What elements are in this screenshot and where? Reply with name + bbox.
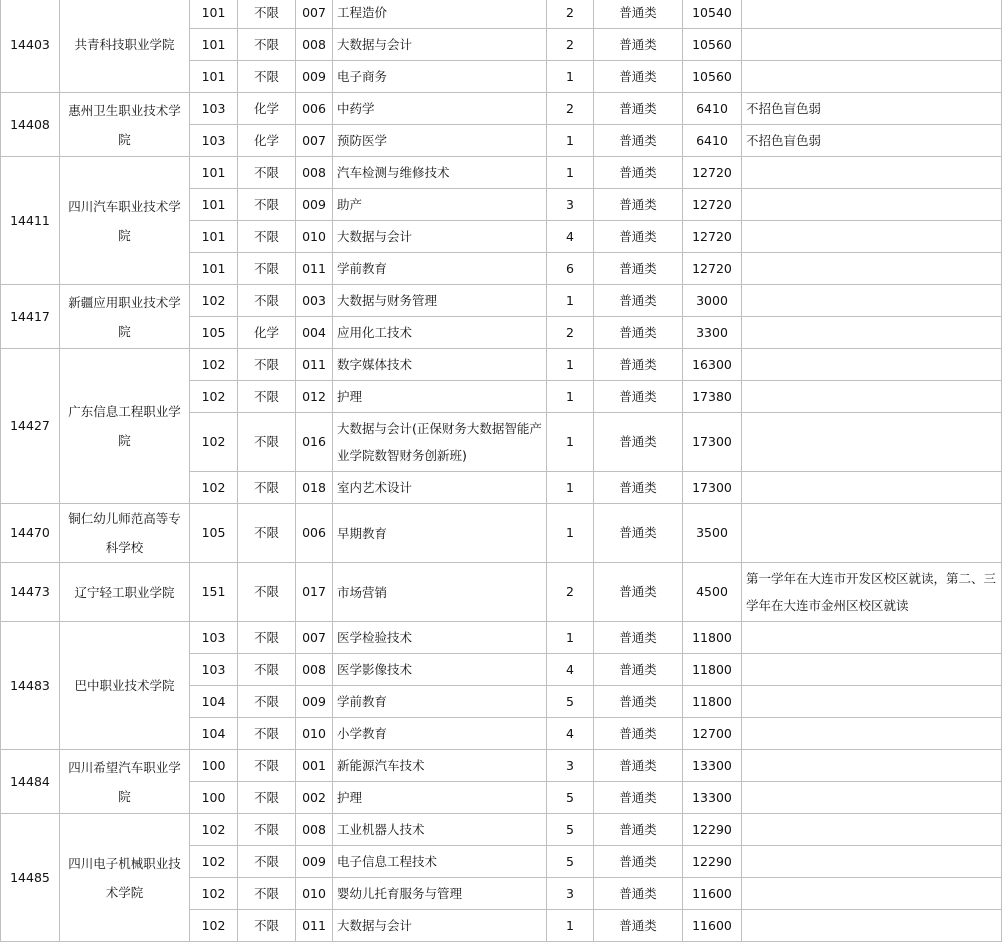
major-code-cell: 007 — [296, 0, 333, 29]
tuition-cell: 12720 — [683, 189, 742, 221]
school-code-cell: 14403 — [1, 0, 60, 93]
plan-count-cell: 4 — [547, 718, 594, 750]
note-cell — [742, 910, 1002, 942]
subject-requirement-cell: 不限 — [238, 189, 296, 221]
school-code-cell: 14485 — [1, 814, 60, 942]
subject-requirement-cell: 不限 — [238, 381, 296, 413]
plan-count-cell: 1 — [547, 472, 594, 504]
table-row — [1, 0, 1002, 29]
school-code-cell: 14408 — [1, 93, 60, 157]
table-row — [1, 814, 1002, 846]
subject-requirement-cell: 不限 — [238, 910, 296, 942]
major-code-cell: 010 — [296, 718, 333, 750]
note-cell — [742, 814, 1002, 846]
note-cell — [742, 750, 1002, 782]
tuition-cell: 12700 — [683, 718, 742, 750]
major-code-cell: 008 — [296, 29, 333, 61]
plan-count-cell: 1 — [547, 622, 594, 654]
note-cell — [742, 317, 1002, 349]
major-name-cell: 大数据与会计 — [333, 221, 547, 253]
plan-count-cell: 3 — [547, 189, 594, 221]
plan-group-cell: 102 — [190, 878, 238, 910]
school-name-cell: 共青科技职业学院 — [60, 0, 190, 93]
tuition-cell: 10540 — [683, 0, 742, 29]
major-code-cell: 011 — [296, 253, 333, 285]
category-cell: 普通类 — [594, 157, 683, 189]
subject-requirement-cell: 化学 — [238, 317, 296, 349]
tuition-cell: 17300 — [683, 413, 742, 472]
major-code-cell: 009 — [296, 686, 333, 718]
plan-count-cell: 6 — [547, 253, 594, 285]
plan-group-cell: 101 — [190, 221, 238, 253]
table-row — [1, 504, 1002, 563]
note-cell: 不招色盲色弱 — [742, 93, 1002, 125]
school-name-cell: 新疆应用职业技术学院 — [60, 285, 190, 349]
major-name-cell: 中药学 — [333, 93, 547, 125]
category-cell: 普通类 — [594, 61, 683, 93]
major-code-cell: 008 — [296, 814, 333, 846]
plan-group-cell: 102 — [190, 910, 238, 942]
major-code-cell: 006 — [296, 93, 333, 125]
school-code-cell: 14483 — [1, 622, 60, 750]
major-name-cell: 护理 — [333, 782, 547, 814]
table-body — [1, 0, 1002, 942]
tuition-cell: 3000 — [683, 285, 742, 317]
note-cell — [742, 504, 1002, 563]
plan-count-cell: 2 — [547, 563, 594, 622]
note-cell — [742, 253, 1002, 285]
tuition-cell: 11800 — [683, 654, 742, 686]
note-cell — [742, 686, 1002, 718]
category-cell: 普通类 — [594, 413, 683, 472]
school-name-cell: 巴中职业技术学院 — [60, 622, 190, 750]
school-code-cell: 14427 — [1, 349, 60, 504]
tuition-cell: 13300 — [683, 750, 742, 782]
plan-count-cell: 5 — [547, 846, 594, 878]
school-code-cell: 14473 — [1, 563, 60, 622]
major-name-cell: 婴幼儿托育服务与管理 — [333, 878, 547, 910]
plan-group-cell: 100 — [190, 782, 238, 814]
major-name-cell: 大数据与财务管理 — [333, 285, 547, 317]
major-code-cell: 001 — [296, 750, 333, 782]
major-name-cell: 应用化工技术 — [333, 317, 547, 349]
subject-requirement-cell: 不限 — [238, 253, 296, 285]
plan-group-cell: 102 — [190, 381, 238, 413]
plan-group-cell: 103 — [190, 654, 238, 686]
plan-count-cell: 1 — [547, 504, 594, 563]
major-name-cell: 工程造价 — [333, 0, 547, 29]
plan-group-cell: 101 — [190, 61, 238, 93]
major-code-cell: 002 — [296, 782, 333, 814]
subject-requirement-cell: 不限 — [238, 782, 296, 814]
major-name-cell: 市场营销 — [333, 563, 547, 622]
major-name-cell: 工业机器人技术 — [333, 814, 547, 846]
subject-requirement-cell: 不限 — [238, 654, 296, 686]
category-cell: 普通类 — [594, 253, 683, 285]
subject-requirement-cell: 不限 — [238, 285, 296, 317]
school-code-cell: 14484 — [1, 750, 60, 814]
major-name-cell: 新能源汽车技术 — [333, 750, 547, 782]
note-cell — [742, 718, 1002, 750]
tuition-cell: 12290 — [683, 814, 742, 846]
major-code-cell: 012 — [296, 381, 333, 413]
plan-group-cell: 103 — [190, 622, 238, 654]
major-name-cell: 助产 — [333, 189, 547, 221]
plan-group-cell: 101 — [190, 189, 238, 221]
major-code-cell: 010 — [296, 878, 333, 910]
category-cell: 普通类 — [594, 654, 683, 686]
subject-requirement-cell: 不限 — [238, 718, 296, 750]
subject-requirement-cell: 不限 — [238, 0, 296, 29]
school-name-cell: 广东信息工程职业学院 — [60, 349, 190, 504]
tuition-cell: 17300 — [683, 472, 742, 504]
plan-group-cell: 101 — [190, 157, 238, 189]
major-code-cell: 004 — [296, 317, 333, 349]
category-cell: 普通类 — [594, 472, 683, 504]
category-cell: 普通类 — [594, 878, 683, 910]
category-cell: 普通类 — [594, 93, 683, 125]
category-cell: 普通类 — [594, 782, 683, 814]
plan-group-cell: 102 — [190, 814, 238, 846]
category-cell: 普通类 — [594, 814, 683, 846]
major-name-cell: 学前教育 — [333, 686, 547, 718]
major-name-cell: 学前教育 — [333, 253, 547, 285]
category-cell: 普通类 — [594, 563, 683, 622]
major-code-cell: 006 — [296, 504, 333, 563]
plan-group-cell: 101 — [190, 253, 238, 285]
subject-requirement-cell: 不限 — [238, 846, 296, 878]
plan-count-cell: 1 — [547, 125, 594, 157]
tuition-cell: 12720 — [683, 221, 742, 253]
subject-requirement-cell: 不限 — [238, 349, 296, 381]
category-cell: 普通类 — [594, 29, 683, 61]
table-row — [1, 622, 1002, 654]
plan-count-cell: 4 — [547, 654, 594, 686]
subject-requirement-cell: 不限 — [238, 563, 296, 622]
major-code-cell: 008 — [296, 157, 333, 189]
note-cell — [742, 878, 1002, 910]
category-cell: 普通类 — [594, 504, 683, 563]
tuition-cell: 13300 — [683, 782, 742, 814]
note-cell — [742, 654, 1002, 686]
note-cell — [742, 221, 1002, 253]
tuition-cell: 11600 — [683, 910, 742, 942]
major-name-cell: 小学教育 — [333, 718, 547, 750]
category-cell: 普通类 — [594, 910, 683, 942]
tuition-cell: 10560 — [683, 61, 742, 93]
category-cell: 普通类 — [594, 622, 683, 654]
plan-group-cell: 102 — [190, 349, 238, 381]
subject-requirement-cell: 不限 — [238, 29, 296, 61]
subject-requirement-cell: 不限 — [238, 622, 296, 654]
table-row — [1, 157, 1002, 189]
major-name-cell: 大数据与会计 — [333, 29, 547, 61]
tuition-cell: 11800 — [683, 622, 742, 654]
major-code-cell: 009 — [296, 846, 333, 878]
category-cell: 普通类 — [594, 285, 683, 317]
major-code-cell: 017 — [296, 563, 333, 622]
category-cell: 普通类 — [594, 381, 683, 413]
category-cell: 普通类 — [594, 317, 683, 349]
major-name-cell: 汽车检测与维修技术 — [333, 157, 547, 189]
school-name-cell: 辽宁轻工职业学院 — [60, 563, 190, 622]
tuition-cell: 3300 — [683, 317, 742, 349]
category-cell: 普通类 — [594, 846, 683, 878]
major-name-cell: 大数据与会计(正保财务大数据智能产业学院数智财务创新班) — [333, 413, 547, 472]
tuition-cell: 11800 — [683, 686, 742, 718]
plan-group-cell: 151 — [190, 563, 238, 622]
note-cell — [742, 61, 1002, 93]
plan-count-cell: 4 — [547, 221, 594, 253]
major-name-cell: 护理 — [333, 381, 547, 413]
note-cell — [742, 349, 1002, 381]
plan-count-cell: 1 — [547, 381, 594, 413]
school-name-cell: 四川电子机械职业技术学院 — [60, 814, 190, 942]
major-code-cell: 003 — [296, 285, 333, 317]
plan-count-cell: 2 — [547, 317, 594, 349]
plan-group-cell: 102 — [190, 472, 238, 504]
plan-count-cell: 5 — [547, 686, 594, 718]
note-cell: 不招色盲色弱 — [742, 125, 1002, 157]
tuition-cell: 10560 — [683, 29, 742, 61]
subject-requirement-cell: 不限 — [238, 221, 296, 253]
tuition-cell: 12290 — [683, 846, 742, 878]
major-name-cell: 早期教育 — [333, 504, 547, 563]
major-code-cell: 011 — [296, 349, 333, 381]
school-name-cell: 惠州卫生职业技术学院 — [60, 93, 190, 157]
subject-requirement-cell: 化学 — [238, 93, 296, 125]
note-cell — [742, 413, 1002, 472]
table-row — [1, 285, 1002, 317]
plan-count-cell: 1 — [547, 910, 594, 942]
subject-requirement-cell: 不限 — [238, 814, 296, 846]
school-name-cell: 四川汽车职业技术学院 — [60, 157, 190, 285]
category-cell: 普通类 — [594, 750, 683, 782]
school-code-cell: 14411 — [1, 157, 60, 285]
tuition-cell: 17380 — [683, 381, 742, 413]
major-code-cell: 007 — [296, 125, 333, 157]
subject-requirement-cell: 不限 — [238, 686, 296, 718]
table-row — [1, 349, 1002, 381]
plan-group-cell: 102 — [190, 413, 238, 472]
major-name-cell: 预防医学 — [333, 125, 547, 157]
category-cell: 普通类 — [594, 349, 683, 381]
plan-count-cell: 1 — [547, 349, 594, 381]
plan-group-cell: 102 — [190, 285, 238, 317]
subject-requirement-cell: 化学 — [238, 125, 296, 157]
major-code-cell: 011 — [296, 910, 333, 942]
plan-group-cell: 103 — [190, 125, 238, 157]
note-cell — [742, 189, 1002, 221]
note-cell — [742, 846, 1002, 878]
subject-requirement-cell: 不限 — [238, 750, 296, 782]
category-cell: 普通类 — [594, 189, 683, 221]
plan-group-cell: 105 — [190, 504, 238, 563]
note-cell — [742, 782, 1002, 814]
note-cell — [742, 0, 1002, 29]
plan-count-cell: 2 — [547, 0, 594, 29]
major-code-cell: 008 — [296, 654, 333, 686]
subject-requirement-cell: 不限 — [238, 472, 296, 504]
major-name-cell: 室内艺术设计 — [333, 472, 547, 504]
tuition-cell: 3500 — [683, 504, 742, 563]
tuition-cell: 12720 — [683, 157, 742, 189]
school-code-cell: 14470 — [1, 504, 60, 563]
plan-count-cell: 1 — [547, 61, 594, 93]
note-cell — [742, 472, 1002, 504]
tuition-cell: 4500 — [683, 563, 742, 622]
plan-count-cell: 1 — [547, 413, 594, 472]
major-code-cell: 018 — [296, 472, 333, 504]
plan-count-cell: 1 — [547, 157, 594, 189]
note-cell — [742, 381, 1002, 413]
plan-count-cell: 1 — [547, 285, 594, 317]
tuition-cell: 6410 — [683, 125, 742, 157]
major-name-cell: 电子信息工程技术 — [333, 846, 547, 878]
table-row — [1, 93, 1002, 125]
note-cell — [742, 29, 1002, 61]
note-cell — [742, 622, 1002, 654]
note-cell — [742, 285, 1002, 317]
plan-count-cell: 5 — [547, 782, 594, 814]
tuition-cell: 11600 — [683, 878, 742, 910]
plan-group-cell: 104 — [190, 686, 238, 718]
plan-group-cell: 100 — [190, 750, 238, 782]
category-cell: 普通类 — [594, 125, 683, 157]
plan-group-cell: 101 — [190, 29, 238, 61]
plan-group-cell: 102 — [190, 846, 238, 878]
subject-requirement-cell: 不限 — [238, 413, 296, 472]
plan-count-cell: 3 — [547, 878, 594, 910]
major-name-cell: 大数据与会计 — [333, 910, 547, 942]
major-code-cell: 009 — [296, 61, 333, 93]
category-cell: 普通类 — [594, 0, 683, 29]
category-cell: 普通类 — [594, 686, 683, 718]
note-cell: 第一学年在大连市开发区校区就读，第二、三学年在大连市金州区校区就读 — [742, 563, 1002, 622]
category-cell: 普通类 — [594, 718, 683, 750]
plan-count-cell: 2 — [547, 29, 594, 61]
major-code-cell: 007 — [296, 622, 333, 654]
major-name-cell: 医学检验技术 — [333, 622, 547, 654]
tuition-cell: 16300 — [683, 349, 742, 381]
plan-group-cell: 101 — [190, 0, 238, 29]
plan-count-cell: 5 — [547, 814, 594, 846]
plan-count-cell: 3 — [547, 750, 594, 782]
major-code-cell: 016 — [296, 413, 333, 472]
major-code-cell: 010 — [296, 221, 333, 253]
tuition-cell: 12720 — [683, 253, 742, 285]
plan-group-cell: 104 — [190, 718, 238, 750]
subject-requirement-cell: 不限 — [238, 61, 296, 93]
category-cell: 普通类 — [594, 221, 683, 253]
school-name-cell: 铜仁幼儿师范高等专科学校 — [60, 504, 190, 563]
plan-group-cell: 103 — [190, 93, 238, 125]
table-row — [1, 750, 1002, 782]
major-name-cell: 医学影像技术 — [333, 654, 547, 686]
major-name-cell: 数字媒体技术 — [333, 349, 547, 381]
tuition-cell: 6410 — [683, 93, 742, 125]
plan-group-cell: 105 — [190, 317, 238, 349]
subject-requirement-cell: 不限 — [238, 504, 296, 563]
major-code-cell: 009 — [296, 189, 333, 221]
major-name-cell: 电子商务 — [333, 61, 547, 93]
subject-requirement-cell: 不限 — [238, 878, 296, 910]
subject-requirement-cell: 不限 — [238, 157, 296, 189]
table-row — [1, 563, 1002, 622]
plan-count-cell: 2 — [547, 93, 594, 125]
school-code-cell: 14417 — [1, 285, 60, 349]
note-cell — [742, 157, 1002, 189]
school-name-cell: 四川希望汽车职业学院 — [60, 750, 190, 814]
